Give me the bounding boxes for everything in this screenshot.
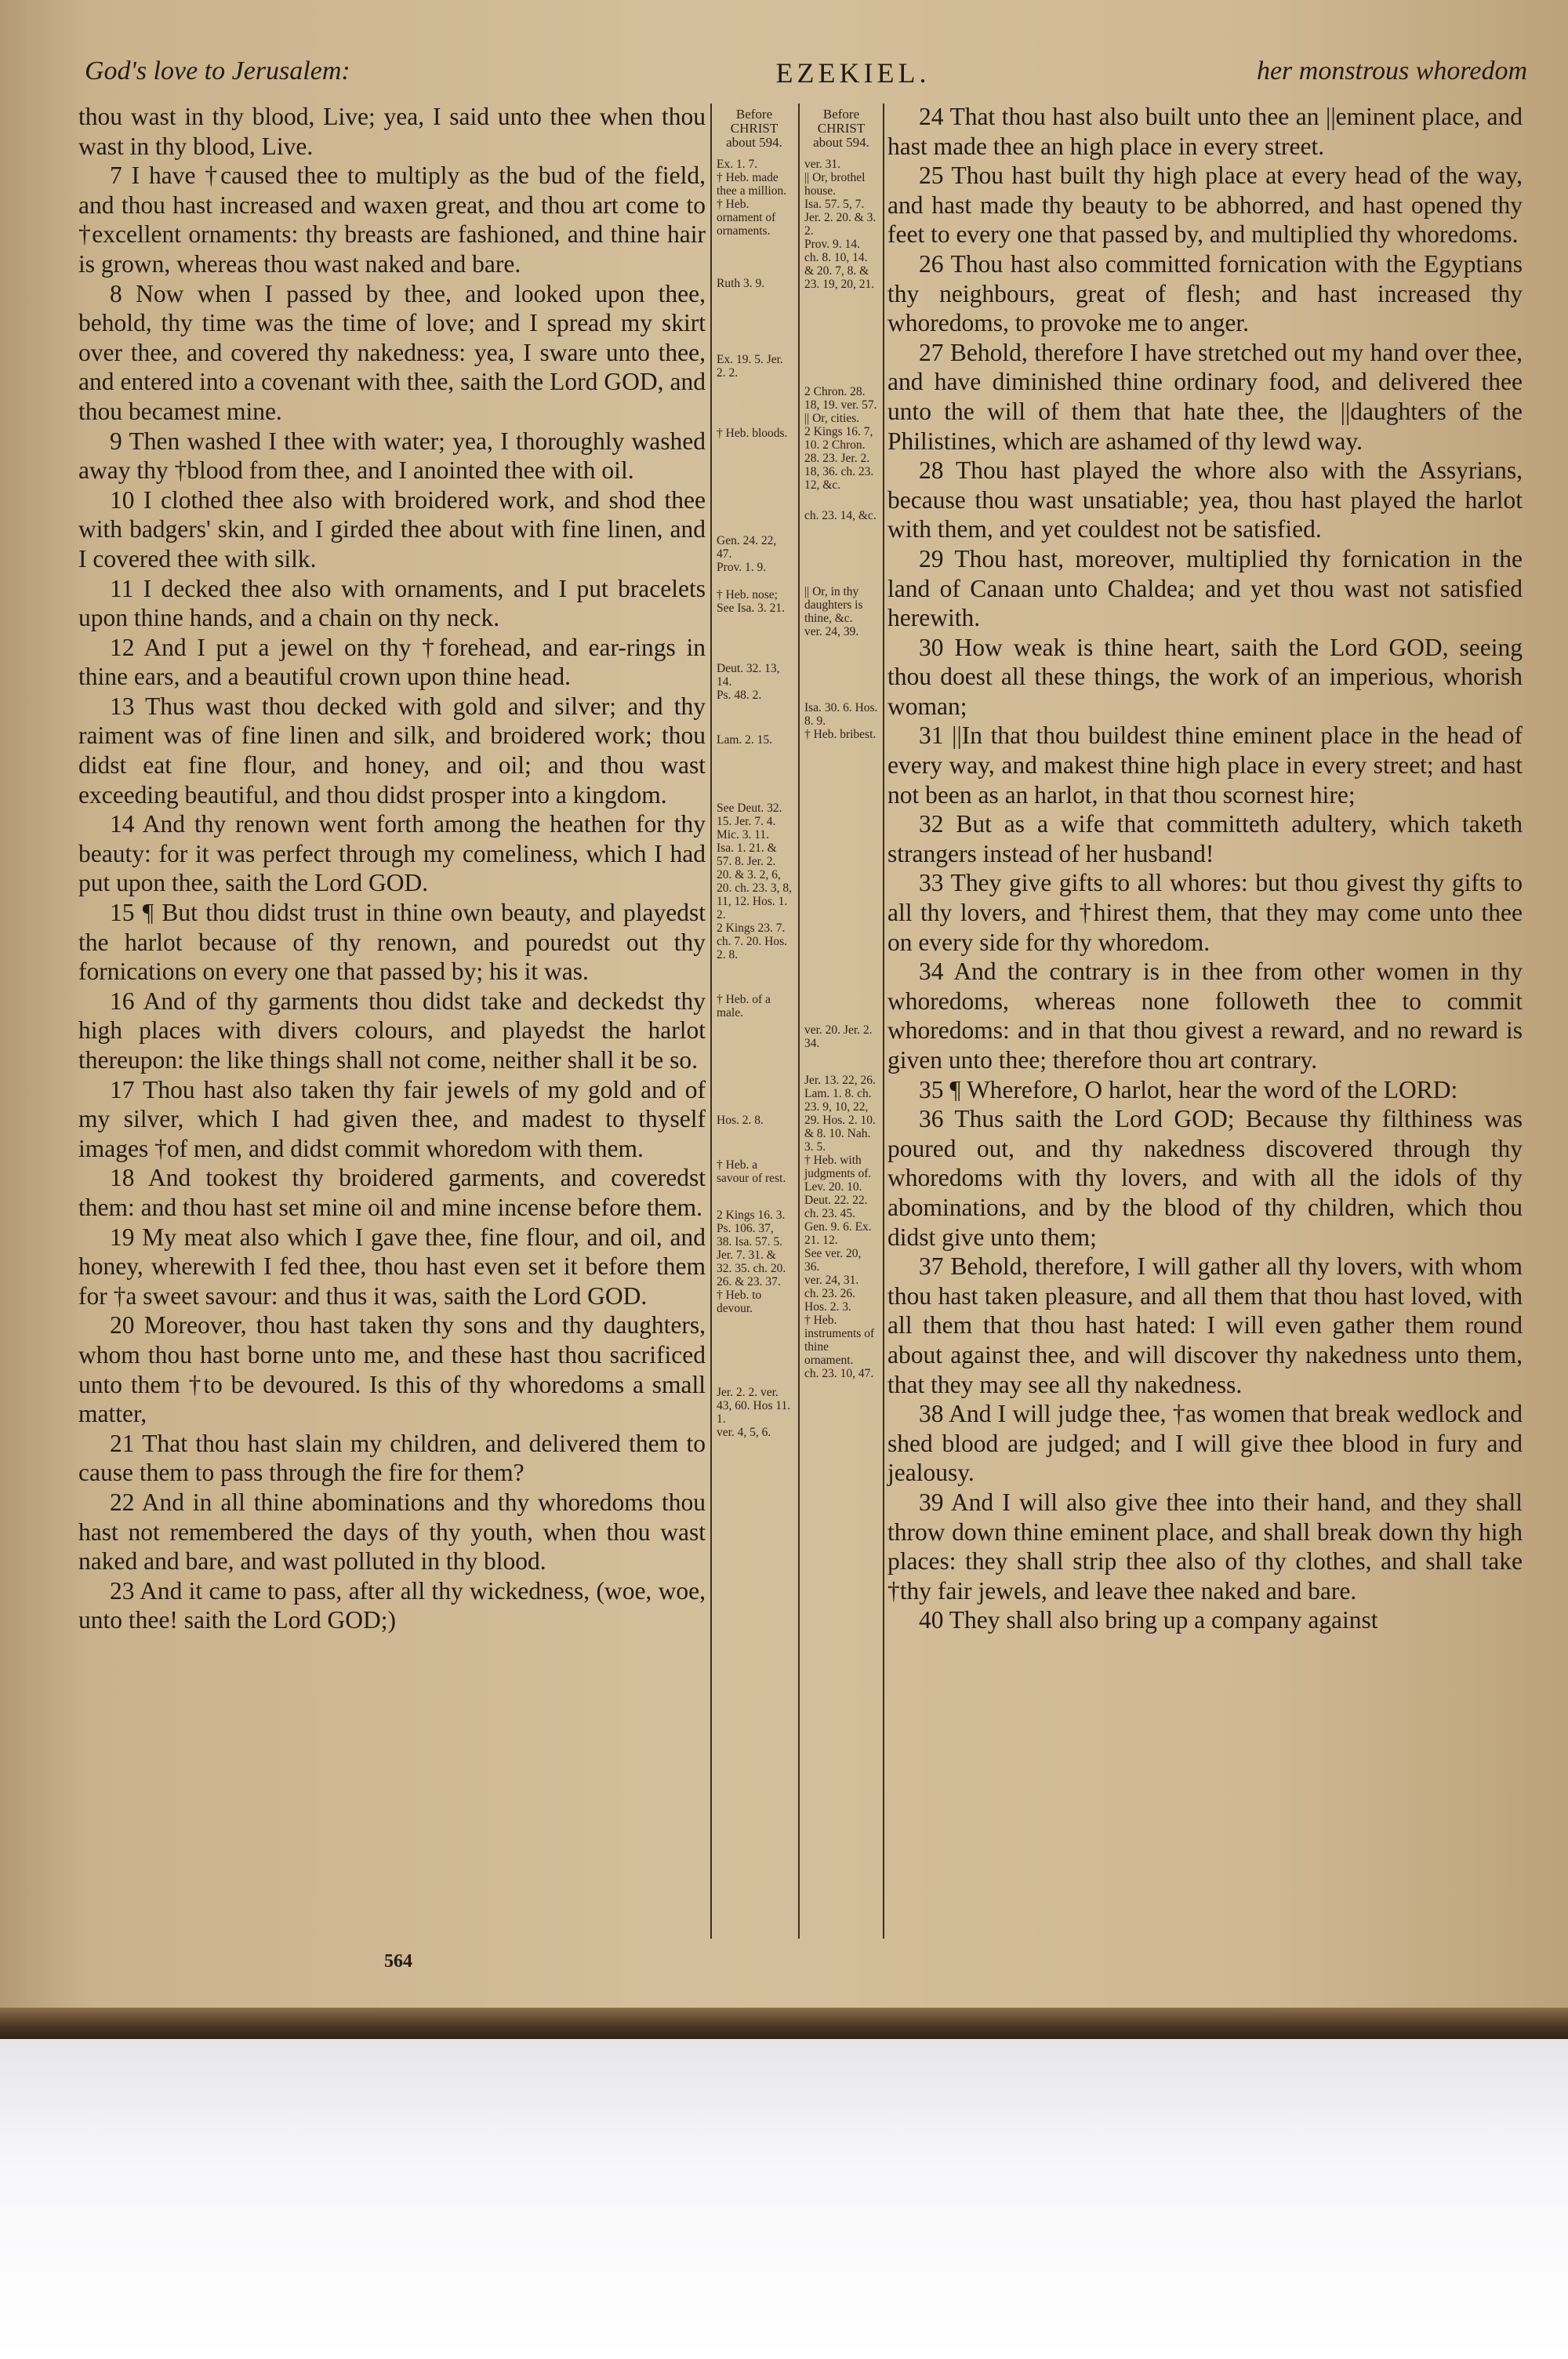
header-book-title: EZEKIEL. <box>775 57 931 89</box>
verse-7: 7 I have †caused thee to multiply as the bud of the field, and thou hast increased and waxen great, and thou art come to †excellent ornaments: thy breasts are fashioned, and thine hair is grown, whereas thou wast naked and bare. <box>78 162 706 278</box>
verse-33: 33 They give gifts to all whores: but thou givest thy gifts to all thy lovers, and †hirest them, that they may come unto thee on every side for thy whoredom. <box>887 869 1523 956</box>
margin-ref: Lam. 2. 15. <box>717 733 773 747</box>
margin-ref: ver. 24, 39. <box>804 625 859 638</box>
margin-ref: Jer. 2. 2. ver. 43, 60. Hos 11. 1. <box>717 1386 791 1426</box>
margin-rule-3 <box>883 104 884 1939</box>
verse-24: 24 That thou hast also built unto thee an ||eminent place, and hast made thee an high place in every street. <box>887 103 1523 160</box>
right-text-column <box>887 102 1523 1635</box>
verse-31: 31 ||In that thou buildest thine eminent place in the head of every way, and makest thine high place in every street; and hast not been as an harlot, in that thou scornest hire; <box>887 722 1523 809</box>
margin-ref: Jer. 13. 22, 26. Lam. 1. 8. ch. 23. 9, 10, 22, 29. Hos. 2. 10. & 8. 10. Nah. 3. 5. <box>804 1074 876 1154</box>
verse-18: 18 And tookest thy broidered garments, and coveredst them: and thou hast set mine oil and mine incense before them. <box>78 1164 706 1221</box>
margin-ref: Ruth 3. 9. <box>717 277 765 290</box>
margin-ref: Isa. 57. 5, 7. Jer. 2. 20. & 3. 2. <box>804 198 877 238</box>
running-header <box>85 56 1527 96</box>
verse-37: 37 Behold, therefore, I will gather all thy lovers, with whom thou hast taken pleasure, and all them that thou hast loved, with all them that thou hast hated: I will even gather them round about against thee, and will discover thy nakedness unto them, that they may see all thy nakedness. <box>887 1252 1523 1398</box>
margin-ref: Hos. 2. 8. <box>717 1114 764 1127</box>
margin-ref: Prov. 9. 14. <box>804 238 860 251</box>
verse-40-start: 40 They shall also bring up a company against <box>919 1606 1378 1634</box>
verse-11: 11 I decked thee also with ornaments, and I put bracelets upon thine hands, and a chain on thy neck. <box>78 574 706 632</box>
margin-ref: Isa. 30. 6. Hos. 8. 9. <box>804 701 878 728</box>
verse-19: 19 My meat also which I gave thee, fine flour, and oil, and honey, wherewith I fed thee, thou hast even set it before them for †a sweet savour: and thus it was, saith the Lord GOD. <box>78 1223 706 1310</box>
verse-34: 34 And the contrary is in thee from other women in thy whoredoms, whereas none followeth thee to commit whoredoms: and in that thou givest a reward, and no reward is given unto thee; therefore thou art contrary. <box>887 958 1523 1074</box>
verse-10: 10 I clothed thee also with broidered work, and shod thee with badgers' skin, and I girded thee about with fine linen, and I covered thee with silk. <box>78 485 706 572</box>
margin-ref: † Heb. bloods. <box>717 427 788 440</box>
verse-39: 39 And I will also give thee into their hand, and they shall throw down thine eminent place, and shall break down thy high places: they shall strip thee also of thy clothes, and shall take †thy fair jewels, and leave thee naked and bare. <box>887 1488 1523 1605</box>
verse-32: 32 But as a wife that committeth adultery, which taketh strangers instead of her husband! <box>887 810 1523 867</box>
margin-ref: † Heb. to devour. <box>717 1289 762 1315</box>
verse-15: 15 ¶ But thou didst trust in thine own beauty, and playedst the harlot because of thy renown, and pouredst out thy fornications on every one that passed by; his it was. <box>78 899 706 986</box>
margin-ref: ver. 24, 31. <box>804 1274 859 1287</box>
margin-ref: † Heb. of a male. <box>717 993 771 1020</box>
margin-ref: † Heb. ornament of ornaments. <box>717 198 776 238</box>
margin-ref: 2 Kings 16. 7, 10. 2 Chron. 28. 23. Jer. 2. 18, 36. ch. 23. 12, &c. <box>804 425 874 492</box>
margin-ref: || Or, in thy daughters is thine, &c. <box>804 585 863 625</box>
margin-references-a <box>715 107 793 1439</box>
margin-ref: † Heb. with judgments of. <box>804 1154 872 1180</box>
margin-ref: 2 Kings 23. 7. ch. 7. 20. Hos. 2. 8. <box>717 921 787 961</box>
margin-ref: ch. 23. 14, &c. <box>804 509 877 522</box>
background-surface <box>0 2039 1568 2359</box>
margin-ref: ch. 23. 26. Hos. 2. 3. <box>804 1287 856 1314</box>
verse-25: 25 Thou hast built thy high place at every head of the way, and hast made thy beauty to be abhorred, and hast opened thy feet to every one that passed by, and multiplied thy whoredoms. <box>887 162 1523 249</box>
verse-29: 29 Thou hast, moreover, multiplied thy fornication in the land of Canaan unto Chaldea; and yet thou wast not satisfied herewith. <box>887 544 1523 632</box>
verse-26: 26 Thou hast also committed fornication with the Egyptians thy neighbours, great of flesh; and hast increased thy whoredoms, to provoke me to anger. <box>887 249 1523 337</box>
margin-references-b <box>803 107 880 1380</box>
margin-ref: || Or, cities. <box>804 412 860 425</box>
margin-heading-a: Before CHRIST about 594. <box>726 107 782 150</box>
margin-ref: † Heb. bribest. <box>804 728 877 741</box>
verse-9: 9 Then washed I thee with water; yea, I thoroughly washed away thy †blood from thee, and I anointed thee with oil. <box>78 427 706 485</box>
verse-20: 20 Moreover, thou hast taken thy sons and thy daughters, whom thou hast borne unto me, and these hast thou sacrificed unto them †to be devoured. Is this of thy whoredoms a small matter, <box>78 1311 706 1428</box>
verse-30: 30 How weak is thine heart, saith the Lord GOD, seeing thou doest all these things, the work of an imperious, whorish woman; <box>887 633 1523 720</box>
margin-ref: ver. 20. Jer. 2. 34. <box>804 1023 873 1050</box>
page-edge-shadow <box>0 2008 1568 2039</box>
margin-ref: 2 Chron. 28. 18, 19. ver. 57. <box>804 385 877 412</box>
verse-21: 21 That thou hast slain my children, and delivered them to cause them to pass through the fire for them? <box>78 1429 706 1487</box>
verse-13: 13 Thus wast thou decked with gold and silver; and thy raiment was of fine linen and silk, and broidered work; thou didst eat fine flour, and honey, and oil; and thou wast exceeding beautiful, and thou didst prosper into a kingdom. <box>78 692 706 809</box>
margin-ref: † Heb. made thee a million. <box>717 171 787 198</box>
margin-ref: Ex. 19. 5. Jer. 2. 2. <box>717 353 783 380</box>
verse-22: 22 And in all thine abominations and thy whoredoms thou hast not remembered the days of thy youth, when thou wast naked and bare, and wast polluted in thy blood. <box>78 1488 706 1576</box>
margin-ref: Isa. 1. 21. & 57. 8. Jer. 2. 20. & 3. 2, 6, 20. ch. 23. 3, 8, 11, 12. Hos. 1. 2. <box>717 841 793 921</box>
verse-14: 14 And thy renown went forth among the heathen for thy beauty: for it was perfect through my comeliness, which I had put upon thee, saith the Lord GOD. <box>78 810 706 897</box>
verse-6-end: thou wast in thy blood, Live; yea, I said unto thee when thou wast in thy blood, Live. <box>78 103 706 160</box>
page-number: 564 <box>384 1951 412 1972</box>
header-right-title: her monstrous whoredom <box>1256 56 1527 85</box>
margin-ref: 2 Kings 16. 3. Ps. 106. 37, 38. Isa. 57. 5. Jer. 7. 31. & 32. 35. ch. 20. 26. & 23. 37. <box>717 1209 786 1289</box>
margin-ref: See ver. 20, 36. <box>804 1247 862 1274</box>
margin-heading-b: Before CHRIST about 594. <box>813 107 869 150</box>
verse-36: 36 Thus saith the Lord GOD; Because thy filthiness was poured out, and thy nakedness discovered through thy whoredoms with thy lovers, and with all the idols of thy abominations, and by the blood of thy children, which thou didst give unto them; <box>887 1105 1523 1251</box>
margin-rule-1 <box>710 104 712 1939</box>
verse-28: 28 Thou hast played the whore also with the Assyrians, because thou wast unsatiable; yea, thou hast played the harlot with them, and yet couldest not be satisfied. <box>887 456 1523 543</box>
margin-rule-2 <box>798 104 800 1939</box>
margin-ref: Gen. 24. 22, 47. <box>717 534 777 561</box>
margin-ref: Ps. 48. 2. <box>717 689 762 702</box>
verse-17: 17 Thou hast also taken thy fair jewels of my gold and of my silver, which I had given thee, and madest to thyself images †of men, and didst commit whoredom with them. <box>78 1075 706 1162</box>
left-text-column <box>78 102 706 1635</box>
margin-ref: ver. 4, 5, 6. <box>717 1426 771 1439</box>
margin-ref: ch. 8. 10, 14. & 20. 7, 8. & 23. 19, 20, 21. <box>804 251 875 291</box>
verse-35: 35 ¶ Wherefore, O harlot, hear the word of the LORD: <box>919 1075 1458 1103</box>
verse-38: 38 And I will judge thee, †as women that break wedlock and shed blood are judged; and I will give thee blood in fury and jealousy. <box>887 1400 1523 1487</box>
margin-ref: Lev. 20. 10. Deut. 22. 22. ch. 23. 45. <box>804 1180 868 1220</box>
margin-ref: See Deut. 32. 15. Jer. 7. 4. Mic. 3. 11. <box>717 801 782 841</box>
margin-ref: || Or, brothel house. <box>804 171 866 198</box>
margin-ref: † Heb. nose; See Isa. 3. 21. <box>717 588 785 615</box>
margin-ref: Deut. 32. 13, 14. <box>717 662 780 689</box>
margin-ref: Ex. 1. 7. <box>717 158 758 171</box>
verse-8: 8 Now when I passed by thee, and looked upon thee, behold, thy time was the time of love; and I spread my skirt over thee, and covered thy nakedness: yea, I sware unto thee, and entered into a covenant with thee, saith the Lord GOD, and thou becamest mine. <box>78 279 706 425</box>
margin-ref: Gen. 9. 6. Ex. 21. 12. <box>804 1220 872 1247</box>
verse-16: 16 And of thy garments thou didst take and deckedst thy high places with divers colours, and playedst the harlot thereupon: the like things shall not come, neither shall it be so. <box>78 987 706 1074</box>
verse-23: 23 And it came to pass, after all thy wickedness, (woe, woe, unto thee! saith the Lord GOD;) <box>78 1576 706 1634</box>
margin-ref: † Heb. a savour of rest. <box>717 1158 786 1185</box>
margin-ref: † Heb. instruments of thine ornament. <box>804 1314 875 1367</box>
verse-12: 12 And I put a jewel on thy †forehead, and ear-rings in thine ears, and a beautiful crown upon thine head. <box>78 633 706 691</box>
margin-ref: ver. 31. <box>804 158 841 171</box>
margin-ref: ch. 23. 10, 47. <box>804 1367 874 1380</box>
header-left-title: God's love to Jerusalem: <box>85 56 350 85</box>
verse-27: 27 Behold, therefore I have stretched out my hand over thee, and have diminished thine ordinary food, and delivered thee unto the will of them that hate thee, the ||daughters of the Philistines, which are ashamed of thy lewd way. <box>887 338 1523 455</box>
margin-ref: Prov. 1. 9. <box>717 561 767 574</box>
